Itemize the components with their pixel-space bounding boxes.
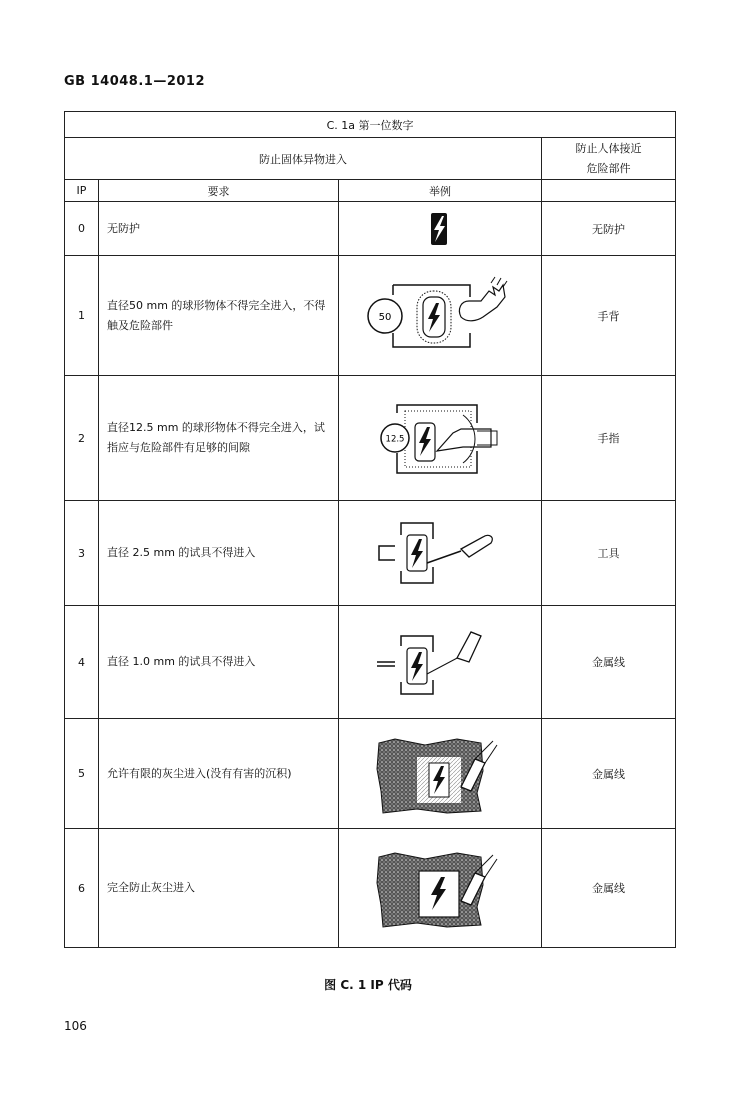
table-title: C. 1a 第一位数字 [65,112,676,138]
requirement-text: 直径 1.0 mm 的试具不得进入 [99,606,339,719]
requirement-text: 直径12.5 mm 的球形物体不得完全进入，试指应与危险部件有足够的间隙 [99,376,339,501]
table-row [65,501,676,606]
wire-probe-icon [457,632,481,662]
ball-diameter-label: 12.5 [385,434,405,445]
screwdriver-icon [461,535,492,557]
protection-text: 无防护 [542,202,676,256]
ip-digit: 2 [65,376,99,501]
example-cell [339,501,542,606]
page-number: 106 [64,1019,87,1033]
example-cell [339,829,542,948]
subheading-protection-line2: 危险部件 [586,161,631,175]
ball-diameter-label: 50 [378,311,392,323]
subheading-solid-objects: 防止固体异物进入 [65,138,542,180]
column-header-protection [542,180,676,202]
table-row [65,256,676,376]
hazard-bolt-icon [420,209,460,249]
protection-text: 金属线 [542,719,676,829]
example-cell [339,719,542,829]
ip-digit: 4 [65,606,99,719]
column-header-requirement: 要求 [99,180,339,202]
column-header-example: 举例 [339,180,542,202]
dust-tight-example-illustration [365,843,515,933]
ball-50mm-example-illustration [365,271,515,361]
table-row [65,202,676,256]
dust-protected-example-illustration [365,729,515,819]
ip-digit: 1 [65,256,99,376]
protection-text: 金属线 [542,606,676,719]
example-cell [339,376,542,501]
table-row [65,606,676,719]
ip-digit: 6 [65,829,99,948]
example-cell [339,606,542,719]
subheading-protection [542,138,676,180]
requirement-text: 允许有限的灰尘进入(没有有害的沉积) [99,719,339,829]
ip-code-table [64,111,676,948]
tool-2-5mm-example-illustration [365,513,515,593]
ip-digit: 0 [65,202,99,256]
table-row [65,829,676,948]
figure-caption: 图 C. 1 IP 代码 [324,978,412,992]
hand-icon [459,285,505,321]
table-row [65,719,676,829]
table-row [65,376,676,501]
column-header-ip: IP [65,180,99,202]
requirement-text: 无防护 [99,202,339,256]
protection-text: 金属线 [542,829,676,948]
requirement-text: 完全防止灰尘进入 [99,829,339,948]
wire-1mm-example-illustration [365,622,515,702]
requirement-text: 直径50 mm 的球形物体不得完全进入，不得触及危险部件 [99,256,339,376]
example-cell [339,256,542,376]
example-cell [339,202,542,256]
protection-text: 手指 [542,376,676,501]
test-finger-icon [437,429,491,451]
ip-digit: 3 [65,501,99,606]
standard-number: GB 14048.1—2012 [64,74,205,89]
requirement-text: 直径 2.5 mm 的试具不得进入 [99,501,339,606]
protection-text: 工具 [542,501,676,606]
finger-12-5mm-example-illustration [365,393,515,483]
subheading-protection-line1: 防止人体接近 [575,141,642,155]
ip-digit: 5 [65,719,99,829]
protection-text: 手背 [542,256,676,376]
